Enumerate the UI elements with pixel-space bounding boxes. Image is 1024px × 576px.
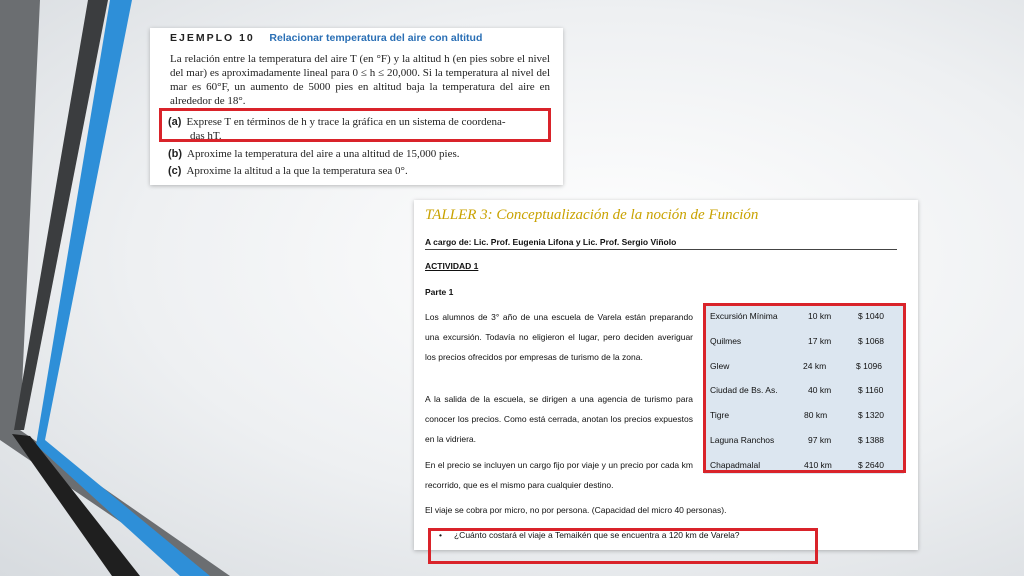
- highlight-box-price-table: [703, 303, 906, 473]
- price-place: Tigre: [710, 410, 730, 421]
- paragraph-4: El viaje se cobra por micro, no por persona. (Capacidad del micro 40 personas).: [425, 505, 727, 515]
- title-rule: [425, 249, 897, 250]
- bullet-dot: •: [439, 530, 442, 540]
- ejemplo-item-c: [168, 164, 553, 178]
- ejemplo-scan: [150, 28, 563, 185]
- price-place: Ciudad de Bs. As.: [710, 385, 778, 396]
- price-km: 17 km: [808, 335, 832, 346]
- price-amount: $ 1096: [856, 360, 882, 371]
- ejemplo-title: Relacionar temperatura del aire con altitud: [269, 32, 483, 44]
- price-km: 80 km: [804, 410, 828, 421]
- ejemplo-number: EJEMPLO 10: [170, 32, 255, 44]
- ejemplo-item-b: [168, 147, 553, 161]
- price-place: Excursión Mínima: [710, 311, 778, 321]
- price-km: 410 km: [804, 459, 832, 470]
- price-amount: $ 1068: [858, 335, 884, 346]
- parte-heading: Parte 1: [425, 287, 454, 297]
- paragraph-3: En el precio se incluyen un cargo fijo por viaje y un precio por cada km recorrido, que es el mismo para cualquier destino.: [425, 460, 693, 490]
- price-amount: $ 1160: [858, 385, 884, 396]
- item-a-cont: das hT.: [190, 130, 222, 142]
- ejemplo-heading: [170, 32, 482, 44]
- taller-cargo: A cargo de: Lic. Prof. Eugenia Lifona y Lic. Prof. Sergio Viñolo: [425, 237, 677, 247]
- price-place: Chapadmalal: [710, 459, 761, 470]
- item-a-label: (a): [168, 116, 182, 128]
- price-km: 40 km: [808, 385, 832, 396]
- question-text: ¿Cuánto costará el viaje a Temaikén que se encuentra a 120 km de Varela?: [453, 530, 740, 540]
- price-amount: $ 2640: [858, 459, 884, 470]
- item-b-text: Aproxime la temperatura del aire a una altitud de 15,000 pies.: [187, 148, 460, 160]
- item-c-label: (c): [168, 165, 182, 177]
- price-amount: $ 1040: [858, 311, 884, 321]
- price-km: 24 km: [803, 360, 827, 371]
- price-place: Glew: [710, 360, 730, 371]
- taller-title: TALLER 3: Conceptualización de la noción de Función: [425, 207, 759, 223]
- price-amount: $ 1388: [858, 434, 884, 445]
- item-b-label: (b): [168, 148, 183, 160]
- item-a-text: Exprese T en términos de h y trace la gráfica en un sistema de coordena-: [186, 116, 506, 128]
- highlight-box-question: [428, 528, 818, 564]
- paragraph-2: A la salida de la escuela, se dirigen a una agencia de turismo para conocer los precios. Como está cerrada, anotan los precios expuestos en la vidriera.: [425, 394, 693, 444]
- price-place: Laguna Ranchos: [710, 434, 775, 445]
- price-km: 97 km: [808, 434, 832, 445]
- item-c-text: Aproxime la altitud a la que la temperatura sea 0°.: [186, 165, 408, 177]
- price-place: Quilmes: [710, 335, 742, 346]
- price-km: 10 km: [808, 311, 832, 321]
- highlight-box-item-a: [159, 108, 551, 142]
- ejemplo-paragraph: La relación entre la temperatura del aire T (en °F) y la altitud h (en pies sobre el nivel del mar) es aproximadamente lineal para 0 ≤ h ≤ 20,000. Si la temperatura al nivel del mar es 60°F, un aumento de 5000 pies en altitud baja la temperatura del aire en alrededor de 18°.: [170, 53, 550, 107]
- price-amount: $ 1320: [858, 410, 884, 421]
- paragraph-1: Los alumnos de 3° año de una escuela de Varela están preparando una excursión. Todavía no eligieron el lugar, pero deciden averiguar los precios ofrecidos por empresas de turismo de la zona.: [425, 312, 693, 362]
- actividad-heading: ACTIVIDAD 1: [425, 261, 479, 271]
